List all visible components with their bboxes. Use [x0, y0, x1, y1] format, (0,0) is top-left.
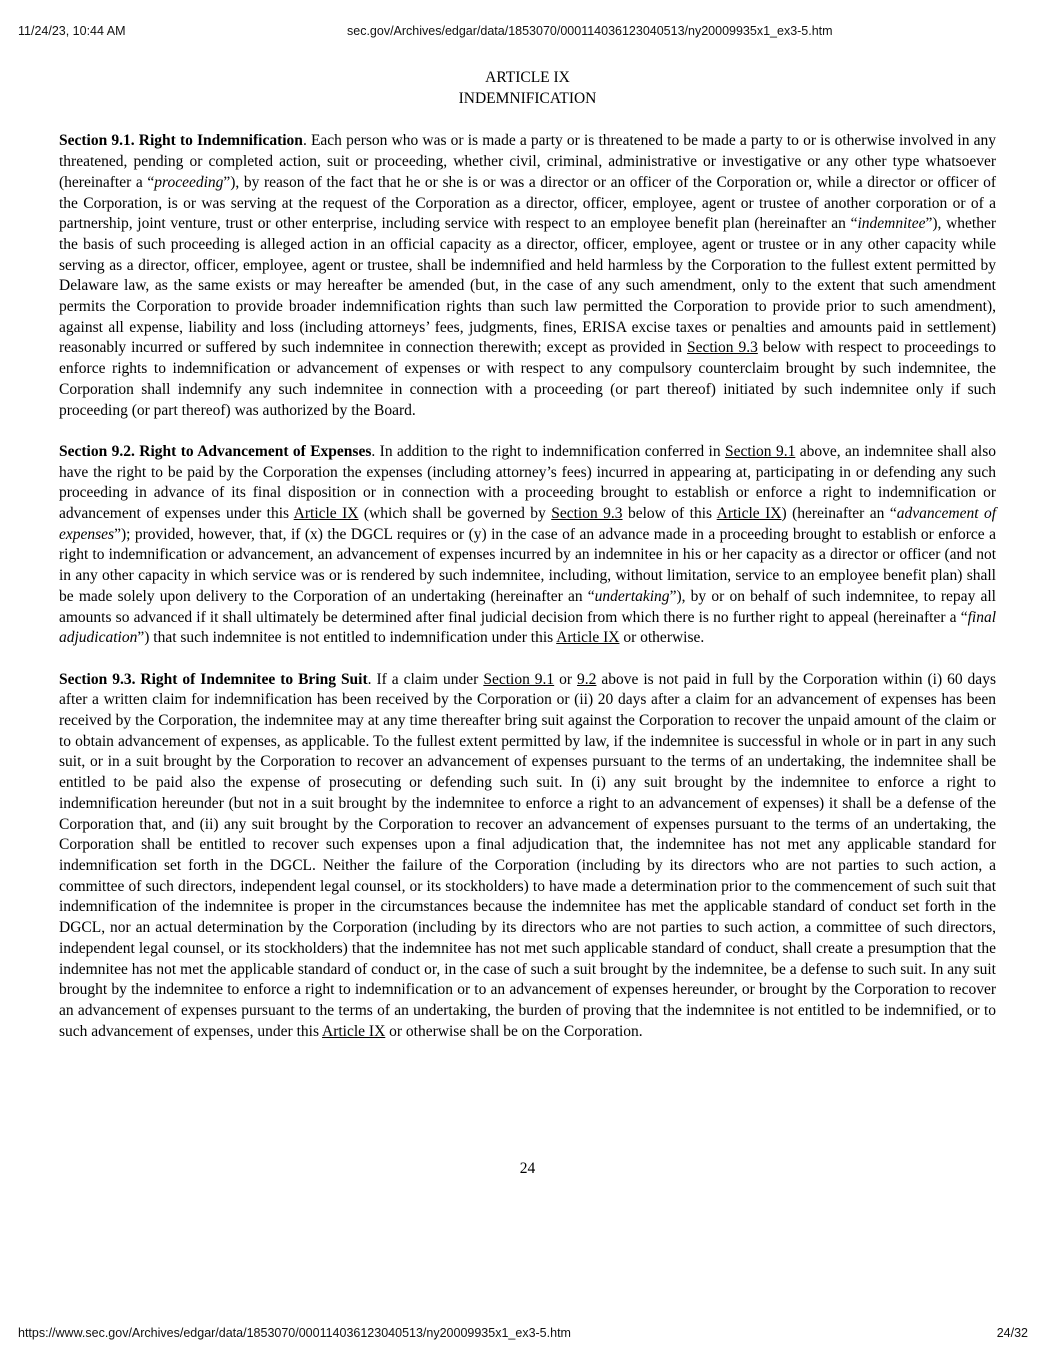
- article-number: ARTICLE IX: [485, 69, 570, 86]
- cross-reference-link[interactable]: Section 9.3: [551, 505, 623, 523]
- footer-page-count: 24/32: [996, 1326, 1028, 1340]
- paragraph-text: ”), by or on behalf of such indemnitee, to repay all amounts so advanced if it shall ultimately be determined after final judicial decision from which there is no further right to appeal (hereinafter a “: [59, 587, 996, 626]
- paragraph-text: above, an indemnitee shall also have the right to be paid by the Corporation the expenses (including attorney’s fees) incurred in appearing at, participating in or defending any such proceeding in advance of its final disposition or in connection with a proceeding brought to establish or enforce a right to indemnification or advancement of expenses under this: [59, 442, 997, 523]
- paragraph-text: ”); provided, however, that, if (x) the DGCL requires or (y) in the case of an advance made in a proceeding brought to establish or enforce a right to indemnification or advancement, an advancement of expenses incurred by an indemnitee in his or her capacity as a director or officer (and not in any other capacity in which service was or is rendered by such indemnitee, including, without limitation, service to an employee benefit plan) shall be made solely upon delivery to the Corporation of an undertaking (hereinafter an “: [59, 525, 996, 605]
- cross-reference-link[interactable]: Section 9.1: [483, 670, 555, 688]
- paragraph-text: below with respect to proceedings to enforce rights to indemnification or advancement of expenses or with respect to any compulsory counterclaim brought by such indemnitee, the Corporation shall indemnify any such indemnitee in connection with a proceeding (or part thereof) initiated by such indemnitee only if such proceeding (or part thereof) was authorized by the Board.: [59, 339, 997, 419]
- defined-term: proceeding: [154, 173, 224, 191]
- defined-term: final adjudication: [59, 608, 996, 647]
- paragraph-text: or otherwise.: [619, 629, 705, 647]
- section-title: Section 9.2. Right to Advancement of Expenses: [59, 442, 372, 460]
- paragraph-text: below of this: [622, 505, 717, 523]
- section-9-1: [59, 131, 996, 421]
- print-datetime: 11/24/23, 10:44 AM: [18, 24, 126, 38]
- cross-reference-link[interactable]: Section 9.1: [725, 442, 796, 460]
- cross-reference-link[interactable]: 9.2: [577, 670, 597, 688]
- paragraph-text: ”), by reason of the fact that he or she is or was a director or an officer of the Corporation or, while a director or officer of the Corporation, is or was serving at the request of the Corporation as a director, officer, employee, agent or trustee of another corporation or of a partnership, joint venture, trust or other enterprise, including service with respect to an employee benefit plan (hereinafter an “: [59, 173, 997, 233]
- paragraph-text: . Each person who was or is made a party or is threatened to be made a party to or is otherwise involved in any threatened, pending or completed action, suit or proceeding, whether civil, criminal, administrative or investigative or any other type whatsoever (hereinafter a “: [59, 132, 996, 191]
- cross-reference-link[interactable]: Article IX: [716, 505, 782, 523]
- print-url: sec.gov/Archives/edgar/data/1853070/000114036123040513/ny20009935x1_ex3-5.htm: [347, 24, 833, 38]
- cross-reference-link[interactable]: Article IX: [556, 629, 620, 647]
- paragraph-text: above is not paid in full by the Corporation within (i) 60 days after a written claim for indemnification has been received by the Corporation or (ii) 20 days after a claim for an advancement of expenses has been received by the Corporation, the indemnitee may at any time thereafter bring suit against the Corporation to recover the unpaid amount of the claim or to obtain advancement of expenses, as applicable. To the fullest extent permitted by law, if the indemnitee is successful in whole or in part in any such suit, or in a suit brought by the Corporation to recover an advancement of expenses pursuant to the terms of an undertaking, the indemnitee shall be entitled to be paid also the expense of prosecuting or defending such suit. In (i) any suit brought by the indemnitee to enforce a right to indemnification hereunder (but not in a suit brought by the indemnitee to enforce a right to an advancement of expenses) it shall be a defense of the Corporation that, and (ii) any suit brought by the Corporation to recover an advancement of expenses pursuant to the terms of an undertaking, the Corporation shall be entitled to recover such expenses upon a final adjudication that, the indemnitee has not met any applicable standard for indemnification set forth in the DGCL. Neither the failure of the Corporation (including by its directors who are not parties to such action, a committee of such directors, independent legal counsel, or its stockholders) to have made a determination prior to the commencement of such suit that indemnification of the indemnitee is proper in the circumstances because the indemnitee has met the applicable standard of conduct set forth in the DGCL, nor an actual determination by the Corporation (including by its directors who are not parties to such action, a committee of such directors, independent legal counsel, or its stockholders) that the indemnitee has not met such applicable standard of conduct, shall create a presumption that the indemnitee has not met the applicable standard of conduct or, in the case of such a suit brought by the indemnitee, be a defense to such suit. In any suit brought by the indemnitee to enforce a right to indemnification or to an advancement of expenses hereunder, or brought by the Corporation to recover an advancement of expenses pursuant to the terms of an undertaking, the burden of proving that the indemnitee is not entitled to be indemnified, or to such advancement of expenses, under this: [59, 670, 996, 1040]
- cross-reference-link[interactable]: Article IX: [293, 505, 359, 523]
- paragraph-text: ”), whether the basis of such proceeding is alleged action in an official capacity as a director, officer, employee, agent or trustee or in any other capacity while serving as a director, officer, employee, agent or trustee, shall be indemnified and held harmless by the Corporation to the fullest extent permitted by Delaware law, as the same exists or may hereafter be amended (but, in the case of any such amendment, only to the extent that such amendment permits the Corporation to provide broader indemnification rights than such law permitted the Corporation to provide prior to such amendment), against all expense, liability and loss (including attorneys’ fees, judgments, fines, ERISA excise taxes or penalties and amounts paid in settlement) reasonably incurred or suffered by such indemnitee in connection therewith; except as provided in: [59, 215, 996, 357]
- paragraph-text: ) (hereinafter an “: [781, 505, 897, 523]
- section-9-3: [59, 670, 996, 1043]
- footer-url: https://www.sec.gov/Archives/edgar/data/1853070/000114036123040513/ny20009935x1_ex3-5.htm: [18, 1326, 571, 1340]
- defined-term: undertaking: [594, 587, 670, 605]
- paragraph-text: (which shall be governed by: [358, 505, 552, 523]
- section-9-2: [59, 442, 996, 649]
- paragraph-text: ”) that such indemnitee is not entitled to indemnification under this: [137, 629, 557, 647]
- cross-reference-link[interactable]: Section 9.3: [687, 339, 758, 357]
- defined-term: advancement of expenses: [59, 505, 996, 543]
- section-title: Section 9.3. Right of Indemnitee to Bring Suit: [59, 670, 368, 688]
- paragraph-text: . If a claim under: [367, 670, 484, 688]
- cross-reference-link[interactable]: Article IX: [322, 1022, 386, 1040]
- section-title: Section 9.1. Right to Indemnification: [59, 132, 303, 150]
- article-heading: [59, 68, 996, 109]
- defined-term: indemnitee: [857, 215, 926, 233]
- paragraph-text: or otherwise shall be on the Corporation.: [385, 1022, 643, 1040]
- paragraph-text: . In addition to the right to indemnification conferred in: [371, 442, 726, 460]
- document-body: [59, 68, 996, 1042]
- article-title: INDEMNIFICATION: [458, 89, 597, 107]
- paragraph-text: or: [554, 670, 578, 688]
- page-number: 24: [519, 1160, 536, 1177]
